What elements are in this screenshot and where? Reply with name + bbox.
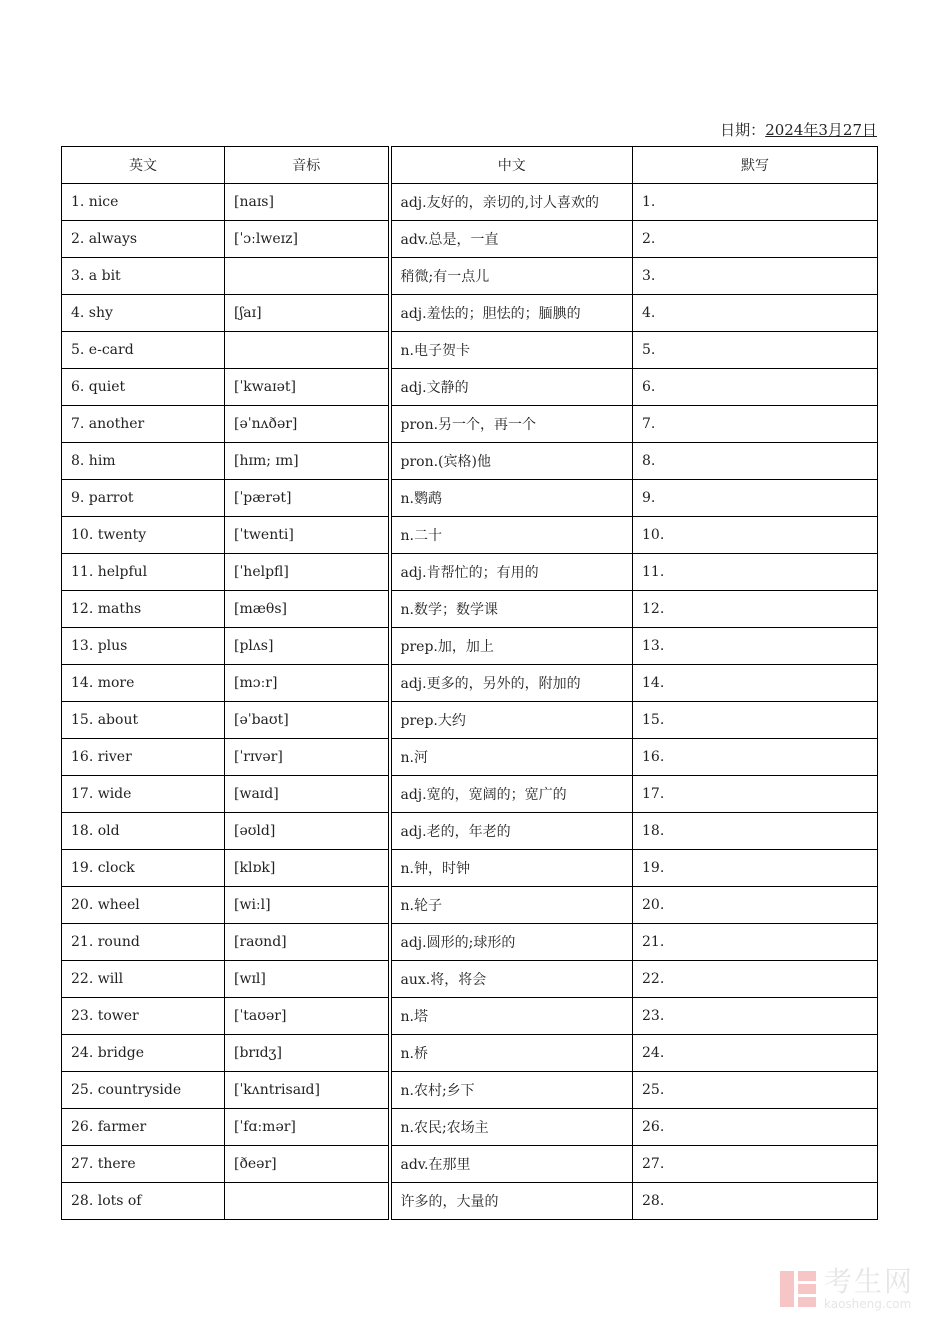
cell-english: 15. about: [62, 702, 225, 739]
header-english: 英文: [62, 147, 225, 184]
cell-phonetic: [225, 332, 390, 369]
cell-dictation[interactable]: 15.: [633, 702, 878, 739]
cell-chinese: aux.将，将会: [390, 961, 633, 998]
kaosheng-logo-icon: [778, 1269, 818, 1309]
cell-english: 26. farmer: [62, 1109, 225, 1146]
cell-english: 8. him: [62, 443, 225, 480]
table-row: [62, 813, 878, 850]
header-phonetic: 音标: [225, 147, 390, 184]
watermark-cn: 考生网: [823, 1265, 914, 1298]
cell-chinese: pron.(宾格)他: [390, 443, 633, 480]
cell-english: 19. clock: [62, 850, 225, 887]
date-label: 日期：: [720, 121, 766, 139]
cell-dictation[interactable]: 25.: [633, 1072, 878, 1109]
cell-english: 24. bridge: [62, 1035, 225, 1072]
table-row: [62, 961, 878, 998]
cell-phonetic: [ˈrɪvər]: [225, 739, 390, 776]
cell-chinese: n.电子贺卡: [390, 332, 633, 369]
cell-english: 7. another: [62, 406, 225, 443]
cell-dictation[interactable]: 4.: [633, 295, 878, 332]
cell-phonetic: [ðeər]: [225, 1146, 390, 1183]
cell-phonetic: [raʊnd]: [225, 924, 390, 961]
table-row: [62, 258, 878, 295]
table-row: [62, 221, 878, 258]
cell-phonetic: [klɒk]: [225, 850, 390, 887]
cell-dictation[interactable]: 21.: [633, 924, 878, 961]
cell-phonetic: [plʌs]: [225, 628, 390, 665]
cell-chinese: n.钟，时钟: [390, 850, 633, 887]
cell-dictation[interactable]: 26.: [633, 1109, 878, 1146]
cell-english: 14. more: [62, 665, 225, 702]
cell-dictation[interactable]: 24.: [633, 1035, 878, 1072]
cell-english: 28. lots of: [62, 1183, 225, 1220]
cell-dictation[interactable]: 18.: [633, 813, 878, 850]
cell-chinese: n.二十: [390, 517, 633, 554]
cell-phonetic: [ˈɔːlweɪz]: [225, 221, 390, 258]
cell-dictation[interactable]: 3.: [633, 258, 878, 295]
table-row: [62, 184, 878, 221]
cell-chinese: adj.更多的，另外的，附加的: [390, 665, 633, 702]
cell-dictation[interactable]: 28.: [633, 1183, 878, 1220]
cell-chinese: adv.总是，一直: [390, 221, 633, 258]
cell-chinese: n.轮子: [390, 887, 633, 924]
cell-phonetic: [ˈpærət]: [225, 480, 390, 517]
cell-english: 27. there: [62, 1146, 225, 1183]
cell-dictation[interactable]: 5.: [633, 332, 878, 369]
table-row: [62, 776, 878, 813]
cell-phonetic: [ʃaɪ]: [225, 295, 390, 332]
table-row: [62, 480, 878, 517]
date-line: [720, 119, 877, 140]
table-row: [62, 554, 878, 591]
table-row: [62, 591, 878, 628]
cell-chinese: 许多的，大量的: [390, 1183, 633, 1220]
cell-chinese: adj.老的，年老的: [390, 813, 633, 850]
cell-phonetic: [ˈkʌntrisaɪd]: [225, 1072, 390, 1109]
table-row: [62, 1183, 878, 1220]
cell-dictation[interactable]: 12.: [633, 591, 878, 628]
cell-chinese: n.农村;乡下: [390, 1072, 633, 1109]
cell-phonetic: [ˈtwenti]: [225, 517, 390, 554]
table-row: [62, 887, 878, 924]
cell-english: 10. twenty: [62, 517, 225, 554]
cell-phonetic: [naɪs]: [225, 184, 390, 221]
cell-phonetic: [225, 258, 390, 295]
cell-english: 21. round: [62, 924, 225, 961]
cell-phonetic: [əˈnʌðər]: [225, 406, 390, 443]
watermark: [778, 1265, 914, 1311]
cell-dictation[interactable]: 22.: [633, 961, 878, 998]
table-row: [62, 295, 878, 332]
cell-english: 3. a bit: [62, 258, 225, 295]
cell-phonetic: [brɪdʒ]: [225, 1035, 390, 1072]
table-row: [62, 998, 878, 1035]
cell-dictation[interactable]: 14.: [633, 665, 878, 702]
cell-phonetic: [hɪm; ɪm]: [225, 443, 390, 480]
table-row: [62, 665, 878, 702]
cell-english: 18. old: [62, 813, 225, 850]
cell-phonetic: [mæθs]: [225, 591, 390, 628]
cell-chinese: prep.大约: [390, 702, 633, 739]
cell-phonetic: [əˈbaʊt]: [225, 702, 390, 739]
cell-chinese: n.塔: [390, 998, 633, 1035]
cell-chinese: prep.加，加上: [390, 628, 633, 665]
cell-dictation[interactable]: 1.: [633, 184, 878, 221]
date-value: 2024年3月27日: [765, 121, 877, 139]
cell-english: 16. river: [62, 739, 225, 776]
cell-phonetic: [ˈhelpfl]: [225, 554, 390, 591]
cell-english: 23. tower: [62, 998, 225, 1035]
cell-english: 2. always: [62, 221, 225, 258]
cell-phonetic: [ˈtaʊər]: [225, 998, 390, 1035]
cell-dictation[interactable]: 20.: [633, 887, 878, 924]
cell-chinese: n.河: [390, 739, 633, 776]
cell-chinese: n.数学；数学课: [390, 591, 633, 628]
cell-english: 13. plus: [62, 628, 225, 665]
cell-phonetic: [225, 1183, 390, 1220]
cell-chinese: pron.另一个，再一个: [390, 406, 633, 443]
cell-phonetic: [ˈkwaɪət]: [225, 369, 390, 406]
cell-chinese: adj.宽的，宽阔的；宽广的: [390, 776, 633, 813]
table-row: [62, 850, 878, 887]
cell-chinese: adj.羞怯的；胆怯的；腼腆的: [390, 295, 633, 332]
cell-dictation[interactable]: 7.: [633, 406, 878, 443]
table-row: [62, 628, 878, 665]
table-row: [62, 332, 878, 369]
table-row: [62, 443, 878, 480]
vocabulary-body: [62, 184, 878, 1220]
cell-english: 25. countryside: [62, 1072, 225, 1109]
cell-dictation[interactable]: 13.: [633, 628, 878, 665]
table-row: [62, 702, 878, 739]
cell-chinese: adj.文静的: [390, 369, 633, 406]
cell-phonetic: [wiːl]: [225, 887, 390, 924]
table-row: [62, 369, 878, 406]
cell-phonetic: [waɪd]: [225, 776, 390, 813]
cell-dictation[interactable]: 10.: [633, 517, 878, 554]
table-row: [62, 739, 878, 776]
cell-dictation[interactable]: 23.: [633, 998, 878, 1035]
cell-chinese: n.鹦鹉: [390, 480, 633, 517]
cell-english: 12. maths: [62, 591, 225, 628]
cell-chinese: adv.在那里: [390, 1146, 633, 1183]
cell-english: 4. shy: [62, 295, 225, 332]
cell-dictation[interactable]: 9.: [633, 480, 878, 517]
cell-dictation[interactable]: 11.: [633, 554, 878, 591]
cell-dictation[interactable]: 2.: [633, 221, 878, 258]
cell-english: 5. e-card: [62, 332, 225, 369]
table-row: [62, 406, 878, 443]
cell-dictation[interactable]: 6.: [633, 369, 878, 406]
cell-phonetic: [ˈfɑːmər]: [225, 1109, 390, 1146]
cell-phonetic: [mɔːr]: [225, 665, 390, 702]
cell-english: 6. quiet: [62, 369, 225, 406]
header-dictation: 默写: [633, 147, 878, 184]
cell-dictation[interactable]: 8.: [633, 443, 878, 480]
table-row: [62, 1035, 878, 1072]
table-row: [62, 1109, 878, 1146]
header-chinese: 中文: [390, 147, 633, 184]
cell-dictation[interactable]: 19.: [633, 850, 878, 887]
cell-dictation[interactable]: 17.: [633, 776, 878, 813]
cell-dictation[interactable]: 16.: [633, 739, 878, 776]
cell-english: 1. nice: [62, 184, 225, 221]
cell-phonetic: [wɪl]: [225, 961, 390, 998]
cell-chinese: adj.友好的，亲切的,讨人喜欢的: [390, 184, 633, 221]
cell-chinese: n.农民;农场主: [390, 1109, 633, 1146]
cell-chinese: n.桥: [390, 1035, 633, 1072]
cell-english: 22. will: [62, 961, 225, 998]
table-row: [62, 1072, 878, 1109]
cell-english: 9. parrot: [62, 480, 225, 517]
cell-english: 17. wide: [62, 776, 225, 813]
cell-chinese: adj.圆形的;球形的: [390, 924, 633, 961]
cell-english: 11. helpful: [62, 554, 225, 591]
cell-phonetic: [əʊld]: [225, 813, 390, 850]
vocabulary-table: [61, 146, 878, 1220]
table-row: [62, 517, 878, 554]
table-row: [62, 924, 878, 961]
cell-chinese: adj.肯帮忙的；有用的: [390, 554, 633, 591]
watermark-en: kaosheng.com: [823, 1297, 912, 1311]
cell-english: 20. wheel: [62, 887, 225, 924]
cell-dictation[interactable]: 27.: [633, 1146, 878, 1183]
header-row: [62, 147, 878, 184]
cell-chinese: 稍微;有一点儿: [390, 258, 633, 295]
table-row: [62, 1146, 878, 1183]
